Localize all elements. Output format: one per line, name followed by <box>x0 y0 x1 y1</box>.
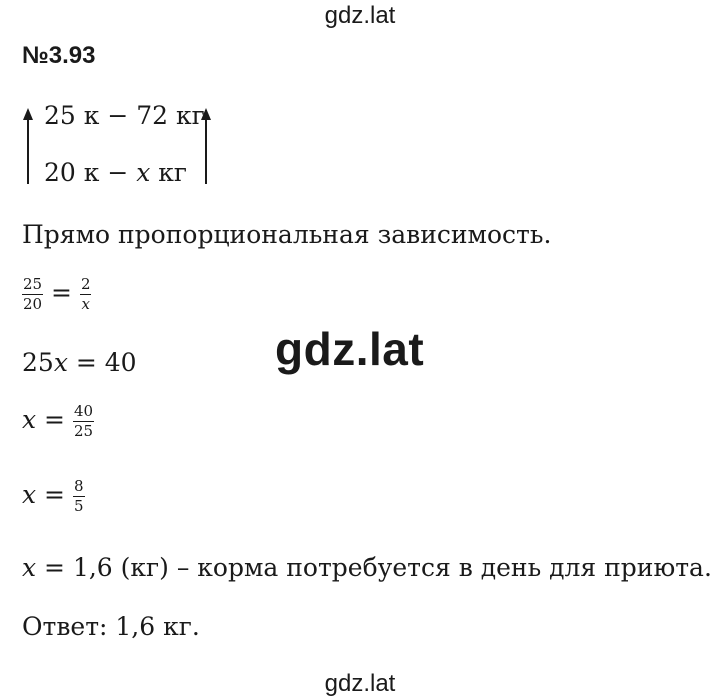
watermark-bottom: gdz.lat <box>324 670 396 697</box>
equation-5-result: x = 1,6 (кг) – корма потребуется в день для приюта. <box>22 553 712 582</box>
fraction-40-25: $\frac{40}{25}$ <box>73 402 94 440</box>
equation-4: x = $\frac{8}{5}$ <box>22 477 84 515</box>
answer-text: Ответ: 1,6 кг. <box>22 612 200 641</box>
watermark-top: gdz.lat <box>324 2 396 29</box>
equation-3: x = $\frac{40}{25}$ <box>22 402 94 440</box>
fraction-8-5: $\frac{8}{5}$ <box>73 477 84 515</box>
statement-text: Прямо пропорциональная зависимость. <box>22 220 552 249</box>
equation-1: $\frac{25}{20}$ = $\frac{2}{x}$ <box>23 275 91 313</box>
equation-2: 25x = 40 <box>22 348 137 377</box>
watermark-middle: gdz.lat <box>275 323 425 375</box>
fraction-25-20: $\frac{25}{20}$ <box>23 275 43 313</box>
scheme-row-1: 25 к − 72 кг <box>44 101 205 130</box>
arrow-right-shaft <box>205 118 207 184</box>
scheme-row-2: 20 к − x кг <box>44 158 188 187</box>
problem-number: №3.93 <box>22 42 96 69</box>
arrow-left-shaft <box>27 118 29 184</box>
fraction-2-x: $\frac{2}{x}$ <box>80 275 91 313</box>
